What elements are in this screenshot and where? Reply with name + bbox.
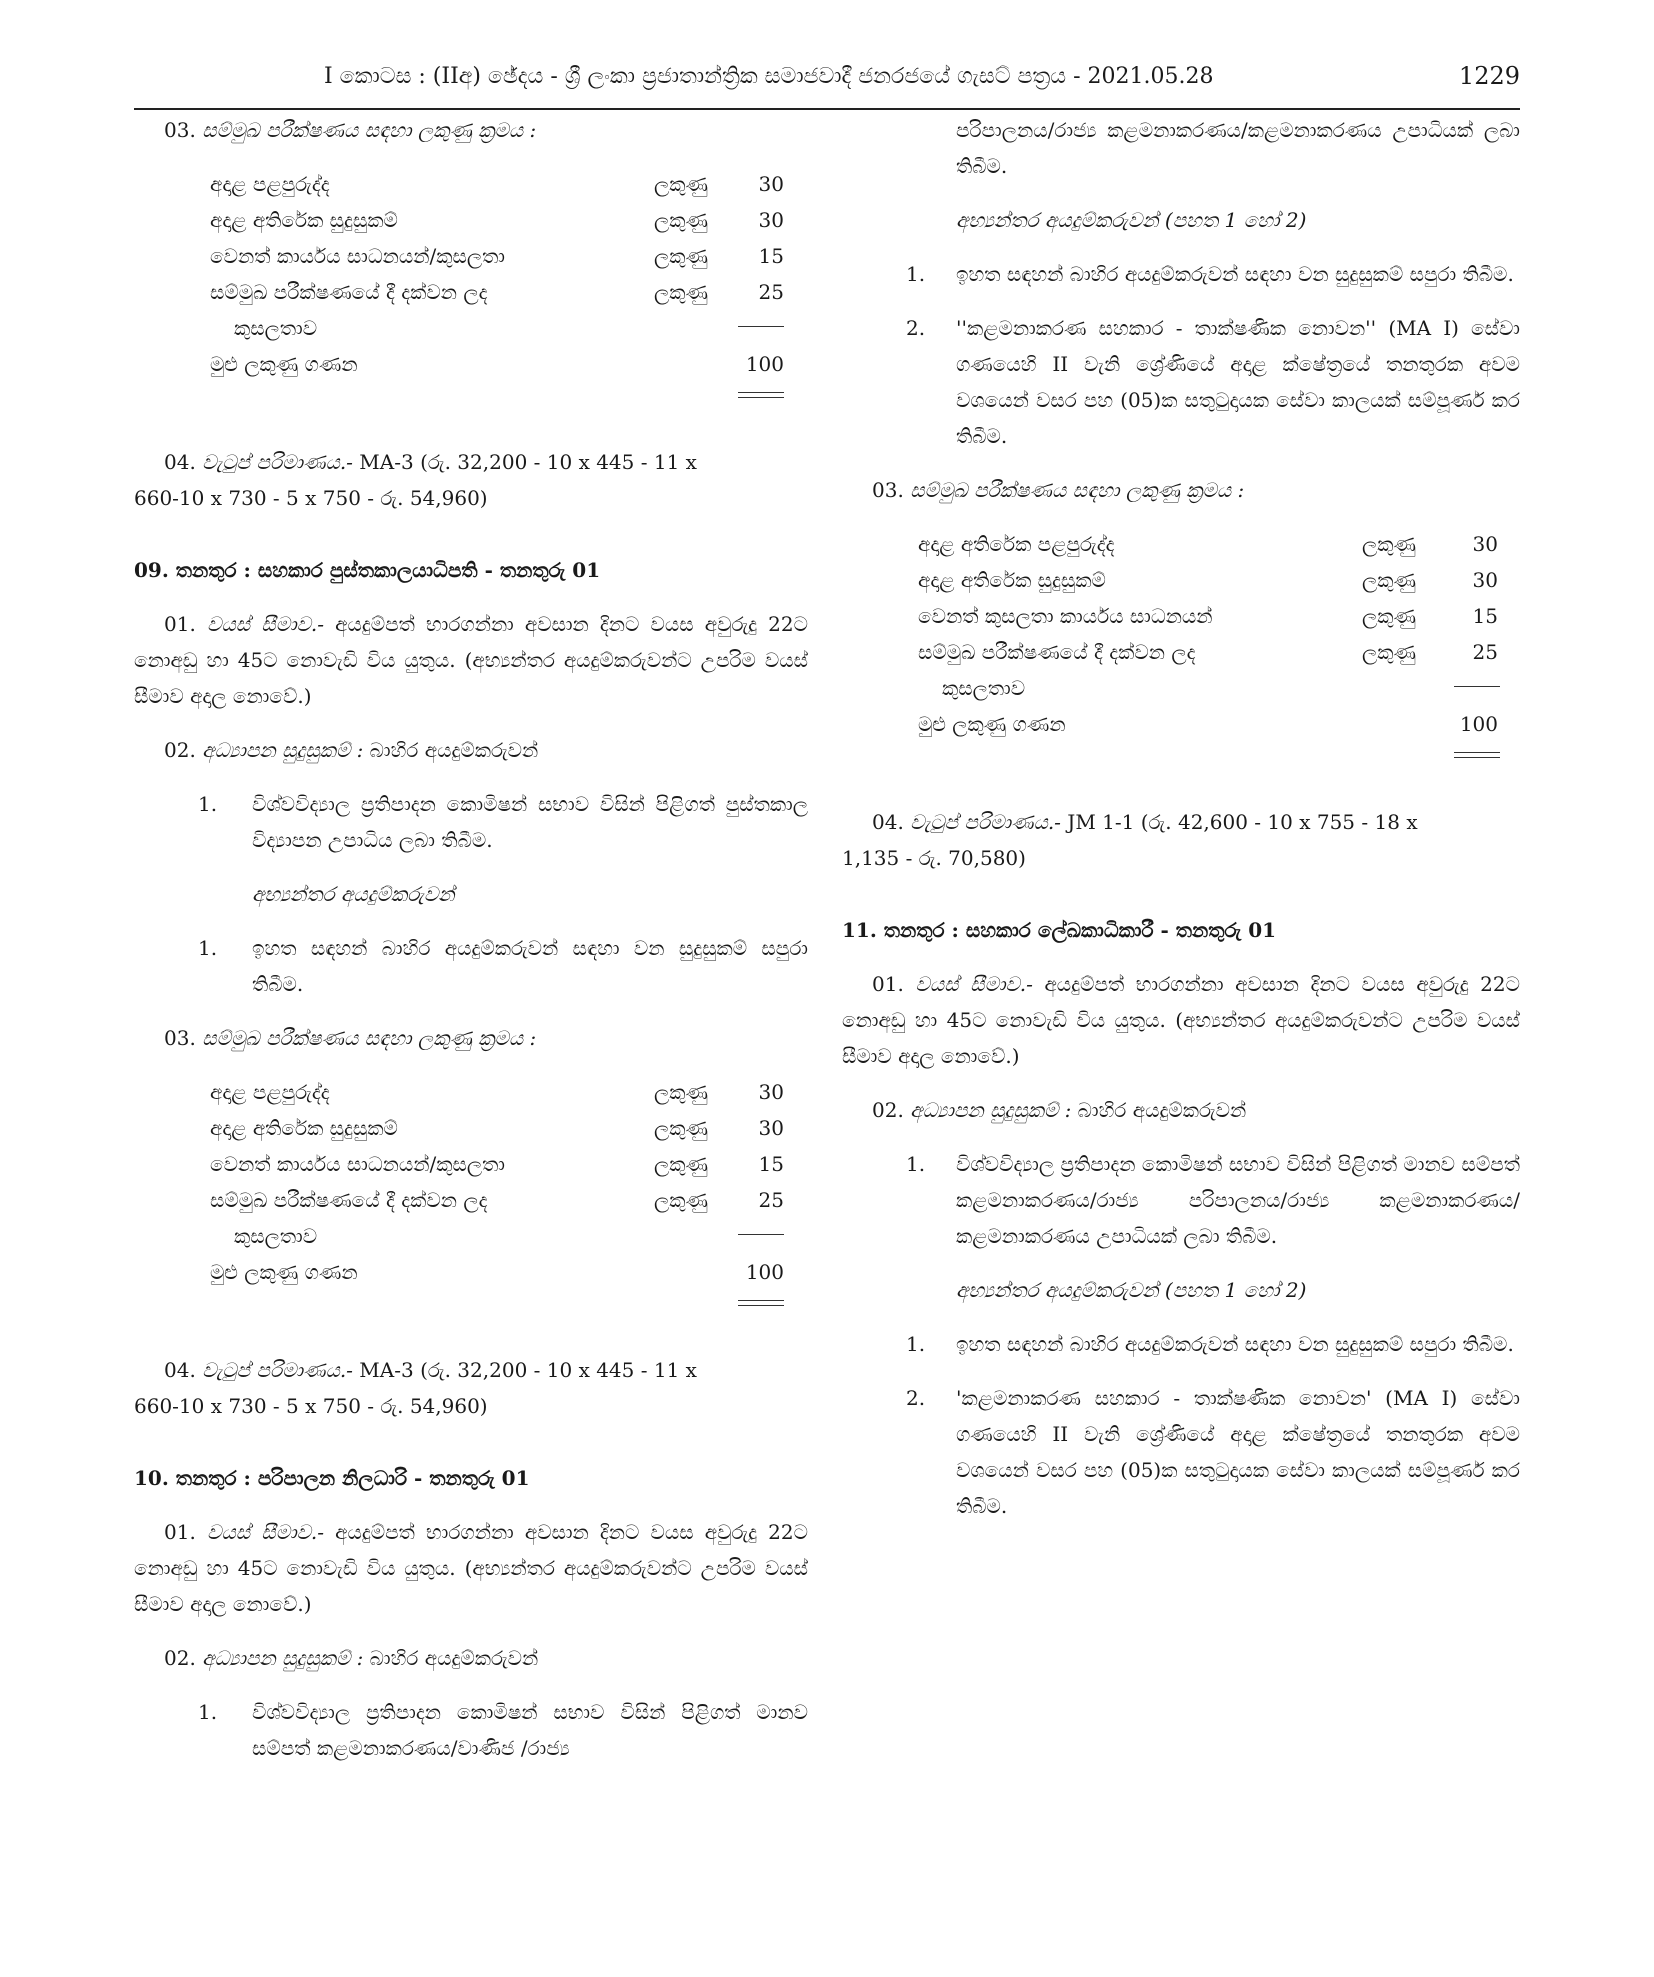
list-item: 1. ඉහත සඳහන් බාහිර අයදුම්කරුවන් සඳහා වන සුදුසුකම් සපුරා තිබීම. bbox=[906, 262, 1514, 286]
page-header bbox=[134, 58, 1520, 110]
education-qualifications: 02. අධ්‍යාපන සුදුසුකම් : බාහිර අයදුම්කරුවන් bbox=[164, 1646, 539, 1670]
list-item: 1. ඉහත සඳහන් බාහිර අයදුම්කරුවන් සඳහා වන සුදුසුකම් සපුරා තිබීම. bbox=[198, 936, 808, 996]
marks-row: අදාළ අතිරේක සුදුසුකම් ලකුණු 30 bbox=[210, 1116, 784, 1140]
marks-heading: 03. සම්මුඛ පරීක්ෂණය සඳහා ලකුණු ක්‍රමය : bbox=[872, 478, 1245, 502]
right-column bbox=[842, 112, 1520, 1524]
marks-table bbox=[134, 166, 808, 408]
salary-scale-cont: 660-10 x 730 - 5 x 750 - රු. 54,960) bbox=[134, 486, 488, 510]
internal-applicants-heading: අභ්‍යන්තර අයදුම්කරුවන් (පහත 1 හෝ 2) bbox=[956, 208, 1307, 232]
age-limit: 01. වයස් සීමාව.- අයදුම්පත් භාරගන්නා අවසාන දිනට වයස අවුරුදු 22ට නොඅඩු හා 45ට නොවැඩි විය යුතුය. (අභ්‍යන්තර අයදුම්කරුවන්ට උපරිම වයස් සීමාව අදාල නොවේ.) bbox=[842, 972, 1521, 1068]
marks-row: අදාළ අතිරේක පළපුරුද්ද ලකුණු 30 bbox=[918, 532, 1498, 556]
section-heading-09: 09. තනතුර : සහකාර පුස්තකාලයාධිපති - තනතුරු 01 bbox=[134, 558, 601, 582]
age-limit: 01. වයස් සීමාව.- අයදුම්පත් භාරගන්නා අවසාන දිනට වයස අවුරුදු 22ට නොඅඩු හා 45ට නොවැඩි විය යුතුය. (අභ්‍යන්තර අයදුම්කරුවන්ට උපරිම වයස් සීමාව අදාල නොවේ.) bbox=[134, 612, 809, 708]
marks-row: කුසලතාව bbox=[134, 1218, 808, 1254]
marks-table bbox=[134, 1074, 808, 1316]
list-item: 2. ''කළමනාකරණ සහකාර - තාක්ෂණික නොවන'' (MA I) සේවා ගණයෙහි II වැනි ශ්‍රේණියේ අදාළ ක්ෂේත්‍රයේ තනතුරක අවම වශයෙන් වසර පහ (05)ක සතුටුදායක සේවා කාලයක් සම්පූර්ණ කර තිබීම. bbox=[906, 316, 1520, 448]
marks-row: අදාළ අතිරේක සුදුසුකම් ලකුණු 30 bbox=[210, 208, 784, 232]
page-number: 1229 bbox=[1458, 62, 1520, 90]
list-item: 1. විශ්වවිද්‍යාල ප්‍රතිපාදන කොමිෂන් සභාව විසින් පිළිගත් පුස්තකාල විද්‍යාපන උපාධිය ලබා තිබීම. bbox=[198, 792, 808, 852]
salary-scale-cont: 1,135 - රු. 70,580) bbox=[842, 846, 1026, 870]
marks-row: අදාළ අතිරේක සුදුසුකම් ලකුණු 30 bbox=[918, 568, 1498, 592]
list-item: 2. 'කළමනාකරණ සහකාර - තාක්ෂණික නොවන' (MA I) සේවා ගණයෙහි II වැනි ශ්‍රේණියේ අදාළ ක්ෂේත්‍රයේ තනතුරක අවම වශයෙන් වසර පහ (05)ක සතුටුදායක සේවා කාලයක් සම්පූර්ණ කර තිබීම. bbox=[906, 1386, 1520, 1518]
internal-applicants-heading: අභ්‍යන්තර අයදුම්කරුවන් bbox=[252, 882, 455, 906]
section-heading-11: 11. තනතුර : සහකාර ලේඛකාධිකාරී - තනතුරු 01 bbox=[842, 918, 1277, 942]
list-item: 1. විශ්වවිද්‍යාල ප්‍රතිපාදන කොමිෂන් සභාව විසින් පිළිගත් මානව සම්පත් කළමනාකරණය/රාජ්‍ය පරිපාලනය/රාජ්‍ය කළමනාකරණය/කළමනාකරණය උපාධියක් ලබා තිබීම. bbox=[906, 1152, 1520, 1248]
section-heading-10: 10. තනතුර : පරිපාලන නිලධාරි - තනතුරු 01 bbox=[134, 1466, 530, 1490]
marks-total-row: මුළු ලකුණු ගණන 100 bbox=[918, 712, 1498, 736]
education-qualifications: 02. අධ්‍යාපන සුදුසුකම් : බාහිර අයදුම්කරුවන් bbox=[872, 1098, 1247, 1122]
list-item: 1. විශ්වවිද්‍යාල ප්‍රතිපාදන කොමිෂන් සභාව විසින් පිළිගත් මානව සම්පත් කළමනාකරණය/වාණිජ /රාජ්‍ය bbox=[198, 1700, 808, 1760]
marks-row: අදාළ පළපුරුද්ද ලකුණු 30 bbox=[210, 1080, 784, 1104]
left-column bbox=[134, 112, 808, 1766]
marks-heading: 03. සම්මුඛ පරීක්ෂණය සඳහා ලකුණු ක්‍රමය : bbox=[164, 1026, 537, 1050]
header-title: I කොටස : (IIඅ) ඡේදය - ශ්‍රී ලංකා ප්‍රජාතාන්ත්‍රික සමාජවාදී ජනරජයේ ගැසට් පත්‍රය - 2021.05.28 bbox=[324, 64, 1214, 89]
marks-row: සම්මුඛ පරීක්ෂණයේ දී දක්වන ලද ලකුණු 25 bbox=[210, 1188, 784, 1212]
internal-applicants-heading: අභ්‍යන්තර අයදුම්කරුවන් (පහත 1 හෝ 2) bbox=[956, 1278, 1307, 1302]
marks-total-row: මුළු ලකුණු ගණන 100 bbox=[210, 1260, 784, 1284]
salary-scale-cont: 660-10 x 730 - 5 x 750 - රු. 54,960) bbox=[134, 1394, 488, 1418]
marks-row: කුසලතාව bbox=[134, 310, 808, 346]
marks-row: කුසලතාව bbox=[842, 670, 1520, 706]
marks-heading: 03. සම්මුඛ පරීක්ෂණය සඳහා ලකුණු ක්‍රමය : bbox=[164, 118, 537, 142]
age-limit: 01. වයස් සීමාව.- අයදුම්පත් භාරගන්නා අවසාන දිනට වයස අවුරුදු 22ට නොඅඩු හා 45ට නොවැඩි විය යුතුය. (අභ්‍යන්තර අයදුම්කරුවන්ට උපරිම වයස් සීමාව අදාල නොවේ.) bbox=[134, 1520, 809, 1616]
list-item-cont: පරිපාලනය/රාජ්‍ය කළමනාකරණය/කළමනාකරණය උපාධියක් ලබා තිබීම. bbox=[956, 118, 1520, 178]
marks-row: සම්මුඛ පරීක්ෂණයේ දී දක්වන ලද ලකුණු 25 bbox=[210, 280, 784, 304]
marks-row: වෙනත් කුසලතා කාර්යය සාධනයන් ලකුණු 15 bbox=[918, 604, 1498, 628]
marks-row: වෙනත් කාර්යය සාධනයන්/කුසලතා ලකුණු 15 bbox=[210, 244, 784, 268]
education-qualifications: 02. අධ්‍යාපන සුදුසුකම් : බාහිර අයදුම්කරුවන් bbox=[164, 738, 539, 762]
marks-row: සම්මුඛ පරීක්ෂණයේ දී දක්වන ලද ලකුණු 25 bbox=[918, 640, 1498, 664]
salary-scale: 04. වැටුප් පරිමාණය.- MA-3 (රු. 32,200 - 10 x 445 - 11 x bbox=[164, 450, 697, 474]
marks-total-row: මුළු ලකුණු ගණන 100 bbox=[210, 352, 784, 376]
marks-row: අදාළ පළපුරුද්ද ලකුණු 30 bbox=[210, 172, 784, 196]
marks-table bbox=[842, 526, 1520, 768]
salary-scale: 04. වැටුප් පරිමාණය.- MA-3 (රු. 32,200 - 10 x 445 - 11 x bbox=[164, 1358, 697, 1382]
salary-scale: 04. වැටුප් පරිමාණය.- JM 1-1 (රු. 42,600 - 10 x 755 - 18 x bbox=[872, 810, 1418, 834]
list-item: 1. ඉහත සඳහන් බාහිර අයදුම්කරුවන් සඳහා වන සුදුසුකම් සපුරා තිබීම. bbox=[906, 1332, 1514, 1356]
marks-row: වෙනත් කාර්යය සාධනයන්/කුසලතා ලකුණු 15 bbox=[210, 1152, 784, 1176]
